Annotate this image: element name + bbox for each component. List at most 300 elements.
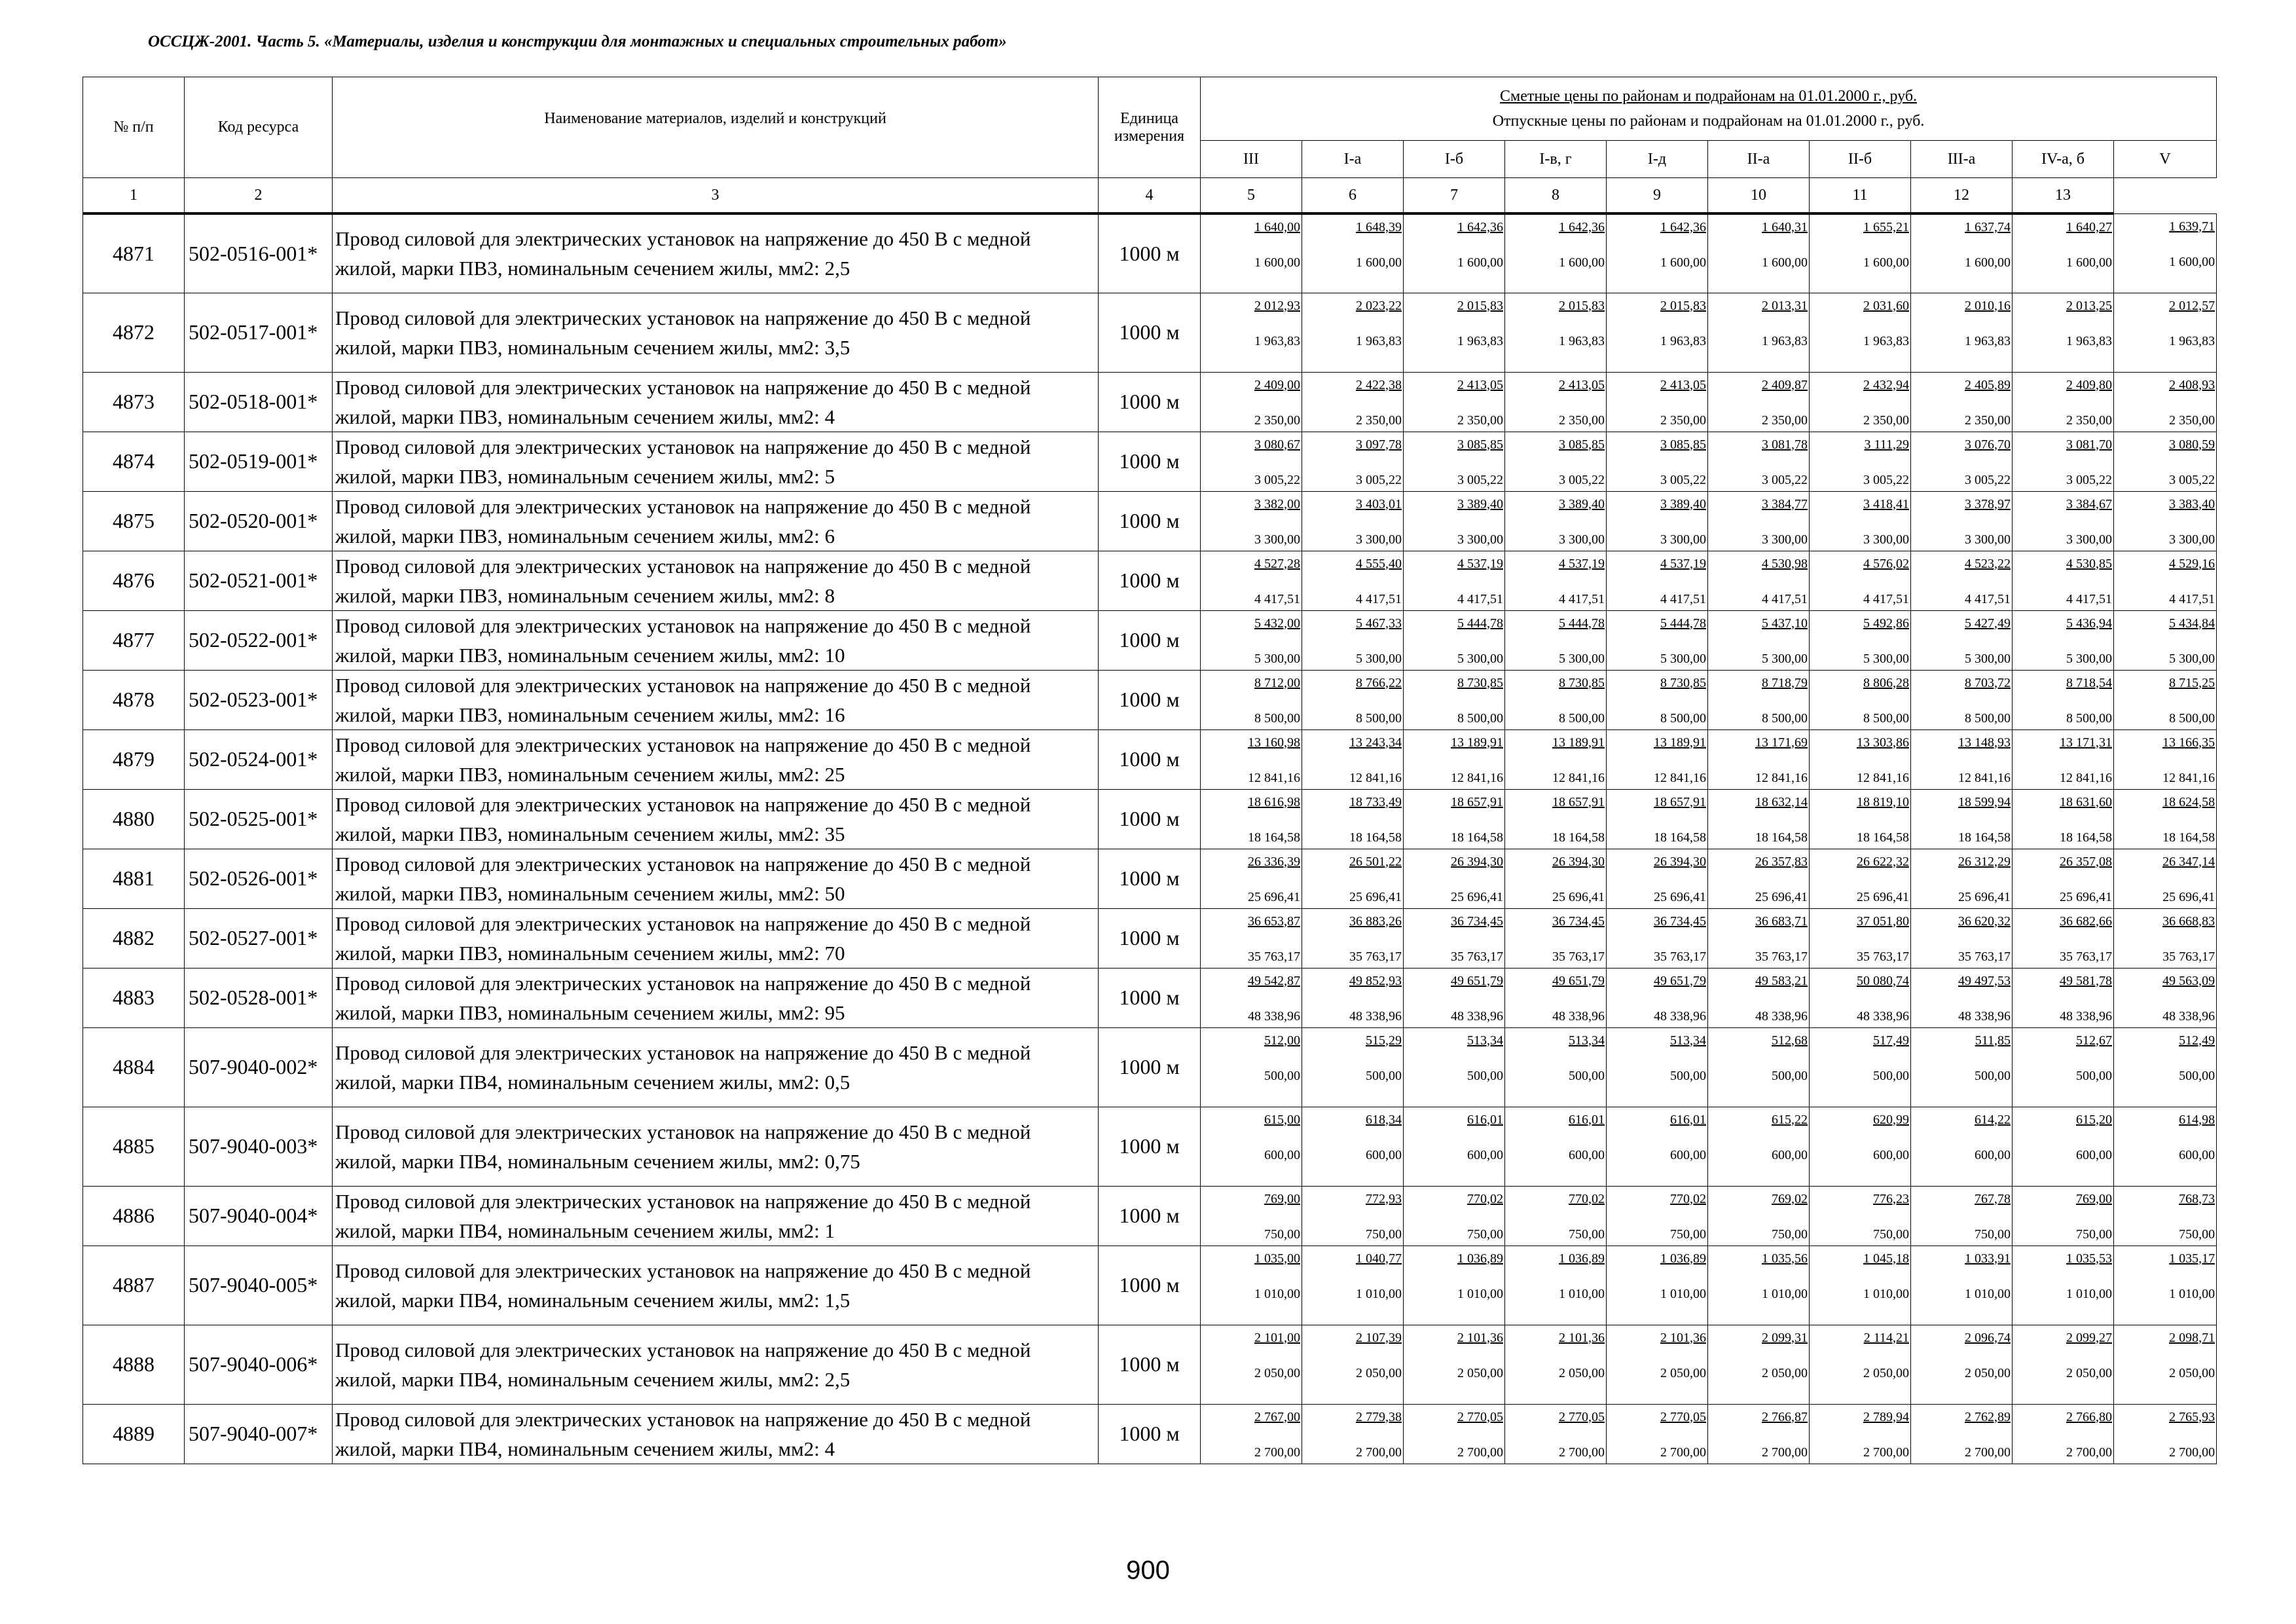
- price-cell: [1404, 1027, 1505, 1107]
- estimate-price: 770,02: [1467, 1191, 1503, 1206]
- release-price: 1 010,00: [1660, 1286, 1706, 1301]
- release-price: 18 164,58: [1451, 830, 1503, 845]
- release-price: 18 164,58: [2162, 830, 2215, 845]
- release-price: 500,00: [1467, 1068, 1503, 1083]
- estimate-price: 2 013,31: [1762, 298, 1808, 313]
- header-num: № п/п: [83, 77, 185, 178]
- price-cell: [1810, 849, 1911, 908]
- unit: 1000 м: [1099, 1246, 1201, 1325]
- price-cell: [1404, 729, 1505, 789]
- price-cell: [1505, 789, 1607, 849]
- price-cell: [1302, 1246, 1404, 1325]
- price-cell: [1505, 1246, 1607, 1325]
- price-cell: [1302, 1027, 1404, 1107]
- estimate-price: 26 394,30: [1451, 854, 1503, 869]
- release-price: 4 417,51: [2066, 591, 2112, 606]
- price-cell: [1708, 491, 1810, 551]
- release-price: 1 600,00: [1965, 255, 2011, 270]
- estimate-price: 618,34: [1366, 1112, 1402, 1127]
- material-name: Провод силовой для электрических установок на напряжение до 450 В с медной жилой, марки ПВ4, номинальным сечением жилы, мм2: 2,5: [333, 1325, 1099, 1404]
- release-price: 18 164,58: [1755, 830, 1808, 845]
- material-name: Провод силовой для электрических установок на напряжение до 450 В с медной жилой, марки ПВ3, номинальным сечением жилы, мм2: 35: [333, 789, 1099, 849]
- estimate-price: 3 389,40: [1559, 496, 1605, 511]
- price-cell: [2114, 789, 2217, 849]
- estimate-price: 49 651,79: [1654, 973, 1706, 988]
- price-cell: [1302, 293, 1404, 372]
- column-number: 10: [1708, 178, 1810, 214]
- release-price: 2 700,00: [2066, 1445, 2112, 1460]
- estimate-price: 49 651,79: [1552, 973, 1605, 988]
- estimate-price: 49 542,87: [1248, 973, 1300, 988]
- release-price: 3 005,22: [1559, 472, 1605, 487]
- estimate-price: 49 651,79: [1451, 973, 1503, 988]
- price-cell: [1201, 849, 1302, 908]
- release-price: 3 300,00: [1254, 532, 1300, 547]
- estimate-price: 5 436,94: [2066, 616, 2112, 631]
- estimate-price: 8 730,85: [1660, 675, 1706, 690]
- release-price: 600,00: [1467, 1147, 1503, 1162]
- release-price: 600,00: [1772, 1147, 1808, 1162]
- release-price: 18 164,58: [2060, 830, 2112, 845]
- table-row: [83, 849, 2217, 908]
- price-cell: [2013, 1107, 2114, 1186]
- estimate-price: 49 583,21: [1755, 973, 1808, 988]
- unit: 1000 м: [1099, 432, 1201, 491]
- release-price: 2 350,00: [1254, 413, 1300, 428]
- price-cell: [1404, 670, 1505, 729]
- price-cell: [1911, 968, 2013, 1027]
- price-cell: [1708, 213, 1810, 293]
- estimate-price: 1 036,89: [1660, 1251, 1706, 1266]
- district-header: V: [2114, 141, 2217, 178]
- price-cell: [1201, 670, 1302, 729]
- price-cell: [1302, 1404, 1404, 1464]
- estimate-price: 18 624,58: [2162, 794, 2215, 809]
- price-cell: [2013, 789, 2114, 849]
- release-price: 35 763,17: [1857, 949, 1909, 964]
- price-cell: [1404, 849, 1505, 908]
- material-name: Провод силовой для электрических установок на напряжение до 450 В с медной жилой, марки ПВ3, номинальным сечением жилы, мм2: 50: [333, 849, 1099, 908]
- estimate-price: 1 033,91: [1965, 1251, 2011, 1266]
- estimate-price: 4 576,02: [1863, 556, 1909, 571]
- release-price: 2 050,00: [1254, 1365, 1300, 1380]
- release-price: 5 300,00: [1254, 651, 1300, 666]
- price-cell: [1201, 1107, 1302, 1186]
- estimate-price: 615,00: [1264, 1112, 1300, 1127]
- price-cell: [2013, 968, 2114, 1027]
- estimate-price: 5 427,49: [1965, 616, 2011, 631]
- price-cell: [1810, 908, 1911, 968]
- release-price: 35 763,17: [1654, 949, 1706, 964]
- estimate-price: 36 883,26: [1349, 913, 1402, 929]
- unit: 1000 м: [1099, 1027, 1201, 1107]
- price-cell: [1607, 610, 1708, 670]
- estimate-price: 2 099,31: [1762, 1330, 1808, 1345]
- release-price: 18 164,58: [1654, 830, 1706, 845]
- release-price: 5 300,00: [1457, 651, 1503, 666]
- table-row: [83, 491, 2217, 551]
- table-row: [83, 372, 2217, 432]
- release-price: 2 350,00: [1660, 413, 1706, 428]
- price-cell: [2013, 670, 2114, 729]
- district-header: II-б: [1810, 141, 1911, 178]
- estimate-price: 2 107,39: [1356, 1330, 1402, 1345]
- estimate-price: 26 357,08: [2060, 854, 2112, 869]
- price-cell: [2114, 1404, 2217, 1464]
- release-price: 1 963,83: [1863, 333, 1909, 348]
- release-price: 1 600,00: [1863, 255, 1909, 270]
- price-cell: [1302, 213, 1404, 293]
- estimate-price: 49 581,78: [2060, 973, 2112, 988]
- column-number-row: [83, 178, 2217, 214]
- estimate-price: 13 189,91: [1654, 735, 1706, 750]
- estimate-price: 8 806,28: [1863, 675, 1909, 690]
- release-price: 48 338,96: [1654, 1008, 1706, 1024]
- price-cell: [1708, 610, 1810, 670]
- estimate-price: 18 733,49: [1349, 794, 1402, 809]
- estimate-price: 513,34: [1569, 1033, 1605, 1048]
- estimate-price: 3 378,97: [1965, 496, 2011, 511]
- price-cell: [2013, 432, 2114, 491]
- estimate-price: 3 076,70: [1965, 437, 2011, 452]
- estimate-price: 8 718,54: [2066, 675, 2112, 690]
- table-row: [83, 293, 2217, 372]
- row-number: 4875: [83, 491, 185, 551]
- release-price: 2 050,00: [1965, 1365, 2011, 1380]
- table-row: [83, 1246, 2217, 1325]
- unit: 1000 м: [1099, 372, 1201, 432]
- release-price: 35 763,17: [1248, 949, 1300, 964]
- row-number: 4877: [83, 610, 185, 670]
- table-row: [83, 213, 2217, 293]
- estimate-price: 8 715,25: [2169, 675, 2215, 690]
- price-cell: [1302, 372, 1404, 432]
- release-price: 1 010,00: [2066, 1286, 2112, 1301]
- price-cell: [1302, 729, 1404, 789]
- release-price: 1 963,83: [1965, 333, 2011, 348]
- price-cell: [1810, 372, 1911, 432]
- release-price: 12 841,16: [1755, 770, 1808, 785]
- estimate-price: 8 766,22: [1356, 675, 1402, 690]
- estimate-price: 770,02: [1670, 1191, 1706, 1206]
- release-price: 2 350,00: [1356, 413, 1402, 428]
- district-header: I-д: [1607, 141, 1708, 178]
- release-price: 1 010,00: [1254, 1286, 1300, 1301]
- price-cell: [1505, 372, 1607, 432]
- release-price: 5 300,00: [2066, 651, 2112, 666]
- release-price: 4 417,51: [1660, 591, 1706, 606]
- price-cell: [1404, 789, 1505, 849]
- price-cell: [1911, 610, 2013, 670]
- release-price: 500,00: [1569, 1068, 1605, 1083]
- estimate-price: 513,34: [1467, 1033, 1503, 1048]
- estimate-prices-title: Сметные цены по районам и подрайонам на 01.01.2000 г., руб.: [1500, 88, 1918, 105]
- column-number: 9: [1607, 178, 1708, 214]
- release-price: 500,00: [1772, 1068, 1808, 1083]
- price-cell: [1404, 968, 1505, 1027]
- release-price: 8 500,00: [1254, 710, 1300, 726]
- price-cell: [2013, 729, 2114, 789]
- release-price: 1 963,83: [1254, 333, 1300, 348]
- release-price: 18 164,58: [1857, 830, 1909, 845]
- release-price: 2 700,00: [1457, 1445, 1503, 1460]
- release-price: 600,00: [1975, 1147, 2011, 1162]
- release-price: 25 696,41: [1451, 889, 1503, 904]
- price-cell: [2114, 1027, 2217, 1107]
- release-price: 2 050,00: [2066, 1365, 2112, 1380]
- price-cell: [1404, 1186, 1505, 1246]
- material-name: Провод силовой для электрических установок на напряжение до 450 В с медной жилой, марки ПВ3, номинальным сечением жилы, мм2: 8: [333, 551, 1099, 610]
- release-price: 2 350,00: [2169, 413, 2215, 428]
- unit: 1000 м: [1099, 968, 1201, 1027]
- unit: 1000 м: [1099, 1325, 1201, 1404]
- resource-code: 502-0526-001*: [185, 849, 333, 908]
- district-header: II-а: [1708, 141, 1810, 178]
- resource-code: 507-9040-003*: [185, 1107, 333, 1186]
- price-cell: [1607, 908, 1708, 968]
- estimate-price: 1 640,00: [1254, 220, 1300, 234]
- table-row: [83, 789, 2217, 849]
- district-header: IV-а, б: [2013, 141, 2114, 178]
- district-header: III-а: [1911, 141, 2013, 178]
- price-cell: [2013, 293, 2114, 372]
- release-price: 12 841,16: [2060, 770, 2112, 785]
- release-price: 48 338,96: [1958, 1008, 2011, 1024]
- table-row: [83, 1325, 2217, 1404]
- release-price: 12 841,16: [1654, 770, 1706, 785]
- release-price: 2 350,00: [1863, 413, 1909, 428]
- release-price: 12 841,16: [1958, 770, 2011, 785]
- release-price: 500,00: [2076, 1068, 2112, 1083]
- estimate-price: 13 148,93: [1958, 735, 2011, 750]
- table-row: [83, 551, 2217, 610]
- price-cell: [1201, 908, 1302, 968]
- material-name: Провод силовой для электрических установок на напряжение до 450 В с медной жилой, марки ПВ3, номинальным сечением жилы, мм2: 70: [333, 908, 1099, 968]
- price-cell: [1810, 670, 1911, 729]
- release-price: 2 350,00: [1762, 413, 1808, 428]
- estimate-price: 2 010,16: [1965, 298, 2011, 313]
- price-cell: [1505, 1325, 1607, 1404]
- release-price: 500,00: [1873, 1068, 1909, 1083]
- price-table: [82, 77, 2217, 1464]
- material-name: Провод силовой для электрических установок на напряжение до 450 В с медной жилой, марки ПВ4, номинальным сечением жилы, мм2: 1: [333, 1186, 1099, 1246]
- price-cell: [1302, 789, 1404, 849]
- release-price: 1 963,83: [1356, 333, 1402, 348]
- estimate-price: 5 467,33: [1356, 616, 1402, 631]
- price-cell: [2114, 1246, 2217, 1325]
- release-price: 3 300,00: [1559, 532, 1605, 547]
- estimate-price: 772,93: [1366, 1191, 1402, 1206]
- release-price: 1 600,00: [1660, 255, 1706, 270]
- column-number: 8: [1505, 178, 1607, 214]
- estimate-price: 2 789,94: [1863, 1409, 1909, 1424]
- release-price: 2 050,00: [1863, 1365, 1909, 1380]
- row-number: 4888: [83, 1325, 185, 1404]
- price-cell: [1404, 1404, 1505, 1464]
- release-price: 8 500,00: [1559, 710, 1605, 726]
- price-cell: [1302, 432, 1404, 491]
- estimate-price: 2 405,89: [1965, 377, 2011, 392]
- release-price: 4 417,51: [1254, 591, 1300, 606]
- estimate-price: 3 080,67: [1254, 437, 1300, 452]
- estimate-price: 3 085,85: [1559, 437, 1605, 452]
- estimate-price: 2 770,05: [1660, 1409, 1706, 1424]
- price-cell: [1911, 908, 2013, 968]
- release-price: 3 005,22: [2169, 472, 2215, 487]
- price-cell: [1201, 1027, 1302, 1107]
- row-number: 4878: [83, 670, 185, 729]
- release-price: 8 500,00: [1356, 710, 1402, 726]
- price-cell: [1810, 1107, 1911, 1186]
- material-name: Провод силовой для электрических установок на напряжение до 450 В с медной жилой, марки ПВ3, номинальным сечением жилы, мм2: 95: [333, 968, 1099, 1027]
- release-price: 35 763,17: [1755, 949, 1808, 964]
- price-cell: [1911, 293, 2013, 372]
- estimate-price: 2 012,57: [2169, 298, 2215, 313]
- price-cell: [2114, 908, 2217, 968]
- estimate-price: 2 413,05: [1457, 377, 1503, 392]
- price-cell: [1505, 551, 1607, 610]
- price-cell: [1911, 670, 2013, 729]
- district-header: I-в, г: [1505, 141, 1607, 178]
- estimate-price: 511,85: [1975, 1033, 2011, 1048]
- price-cell: [2114, 849, 2217, 908]
- price-cell: [1302, 670, 1404, 729]
- estimate-price: 36 682,66: [2060, 913, 2112, 929]
- estimate-price: 615,20: [2076, 1112, 2112, 1127]
- price-cell: [1201, 551, 1302, 610]
- estimate-price: 50 080,74: [1857, 973, 1909, 988]
- price-cell: [1201, 729, 1302, 789]
- estimate-price: 49 852,93: [1349, 973, 1402, 988]
- release-price: 1 963,83: [1559, 333, 1605, 348]
- release-price: 3 005,22: [1660, 472, 1706, 487]
- release-price: 500,00: [1975, 1068, 2011, 1083]
- price-cell: [1911, 1246, 2013, 1325]
- release-price: 600,00: [1873, 1147, 1909, 1162]
- estimate-price: 2 015,83: [1559, 298, 1605, 313]
- release-price: 600,00: [1670, 1147, 1706, 1162]
- table-row: [83, 908, 2217, 968]
- estimate-price: 2 770,05: [1457, 1409, 1503, 1424]
- release-price: 3 300,00: [1762, 532, 1808, 547]
- price-cell: [2114, 551, 2217, 610]
- release-price: 48 338,96: [1857, 1008, 1909, 1024]
- resource-code: 507-9040-005*: [185, 1246, 333, 1325]
- price-cell: [1607, 1404, 1708, 1464]
- resource-code: 502-0521-001*: [185, 551, 333, 610]
- price-cell: [1505, 670, 1607, 729]
- release-price: 18 164,58: [1349, 830, 1402, 845]
- release-price: 600,00: [1264, 1147, 1300, 1162]
- release-price: 18 164,58: [1958, 830, 2011, 845]
- release-price: 1 963,83: [1762, 333, 1808, 348]
- price-cell: [1607, 372, 1708, 432]
- estimate-price: 26 347,14: [2162, 854, 2215, 869]
- price-cell: [1810, 213, 1911, 293]
- material-name: Провод силовой для электрических установок на напряжение до 450 В с медной жилой, марки ПВ3, номинальным сечением жилы, мм2: 4: [333, 372, 1099, 432]
- price-cell: [1607, 670, 1708, 729]
- estimate-price: 37 051,80: [1857, 913, 1909, 929]
- estimate-price: 2 015,83: [1457, 298, 1503, 313]
- estimate-price: 4 537,19: [1660, 556, 1706, 571]
- header-name: Наименование материалов, изделий и конструкций: [333, 77, 1099, 178]
- material-name: Провод силовой для электрических установок на напряжение до 450 В с медной жилой, марки ПВ4, номинальным сечением жилы, мм2: 0,5: [333, 1027, 1099, 1107]
- resource-code: 502-0528-001*: [185, 968, 333, 1027]
- estimate-price: 2 413,05: [1559, 377, 1605, 392]
- estimate-price: 769,00: [1264, 1191, 1300, 1206]
- release-price: 48 338,96: [1248, 1008, 1300, 1024]
- unit: 1000 м: [1099, 670, 1201, 729]
- release-price: 8 500,00: [2066, 710, 2112, 726]
- release-price: 1 963,83: [2066, 333, 2112, 348]
- release-price: 2 050,00: [1457, 1365, 1503, 1380]
- resource-code: 507-9040-007*: [185, 1404, 333, 1464]
- estimate-price: 3 389,40: [1457, 496, 1503, 511]
- estimate-price: 1 642,36: [1457, 220, 1503, 234]
- release-price: 3 005,22: [1254, 472, 1300, 487]
- price-cell: [1708, 1027, 1810, 1107]
- estimate-price: 5 437,10: [1762, 616, 1808, 631]
- price-cell: [1810, 968, 1911, 1027]
- estimate-price: 770,02: [1569, 1191, 1605, 1206]
- estimate-price: 2 413,05: [1660, 377, 1706, 392]
- price-cell: [1505, 1027, 1607, 1107]
- release-price: 25 696,41: [2060, 889, 2112, 904]
- release-price: 750,00: [1264, 1227, 1300, 1242]
- price-cell: [1201, 372, 1302, 432]
- release-price: 2 050,00: [2169, 1365, 2215, 1380]
- price-cell: [1911, 1027, 2013, 1107]
- release-price: 8 500,00: [1457, 710, 1503, 726]
- release-price: 25 696,41: [1349, 889, 1402, 904]
- price-cell: [1607, 1186, 1708, 1246]
- resource-code: 502-0520-001*: [185, 491, 333, 551]
- release-price: 2 700,00: [1762, 1445, 1808, 1460]
- estimate-price: 8 703,72: [1965, 675, 2011, 690]
- release-price: 1 010,00: [1559, 1286, 1605, 1301]
- price-cell: [2013, 908, 2114, 968]
- release-price: 8 500,00: [1660, 710, 1706, 726]
- release-price: 3 300,00: [1863, 532, 1909, 547]
- estimate-price: 36 653,87: [1248, 913, 1300, 929]
- column-number: 5: [1201, 178, 1302, 214]
- column-number: 2: [185, 178, 333, 214]
- estimate-price: 515,29: [1366, 1033, 1402, 1048]
- estimate-price: 3 384,67: [2066, 496, 2112, 511]
- material-name: Провод силовой для электрических установок на напряжение до 450 В с медной жилой, марки ПВ4, номинальным сечением жилы, мм2: 0,75: [333, 1107, 1099, 1186]
- row-number: 4886: [83, 1186, 185, 1246]
- resource-code: 502-0516-001*: [185, 213, 333, 293]
- estimate-price: 4 530,85: [2066, 556, 2112, 571]
- price-cell: [2114, 1186, 2217, 1246]
- estimate-price: 2 101,00: [1254, 1330, 1300, 1345]
- release-price: 2 050,00: [1559, 1365, 1605, 1380]
- release-price: 2 700,00: [1965, 1445, 2011, 1460]
- column-number: 7: [1404, 178, 1505, 214]
- price-cell: [1810, 1325, 1911, 1404]
- estimate-price: 8 730,85: [1457, 675, 1503, 690]
- estimate-price: 2 408,93: [2169, 377, 2215, 392]
- price-cell: [1810, 293, 1911, 372]
- release-price: 1 600,00: [2169, 254, 2215, 269]
- price-cell: [1911, 491, 2013, 551]
- estimate-price: 4 523,22: [1965, 556, 2011, 571]
- price-cell: [1201, 1404, 1302, 1464]
- estimate-price: 769,00: [2076, 1191, 2112, 1206]
- price-cell: [1201, 789, 1302, 849]
- release-price: 2 050,00: [1356, 1365, 1402, 1380]
- price-cell: [1201, 432, 1302, 491]
